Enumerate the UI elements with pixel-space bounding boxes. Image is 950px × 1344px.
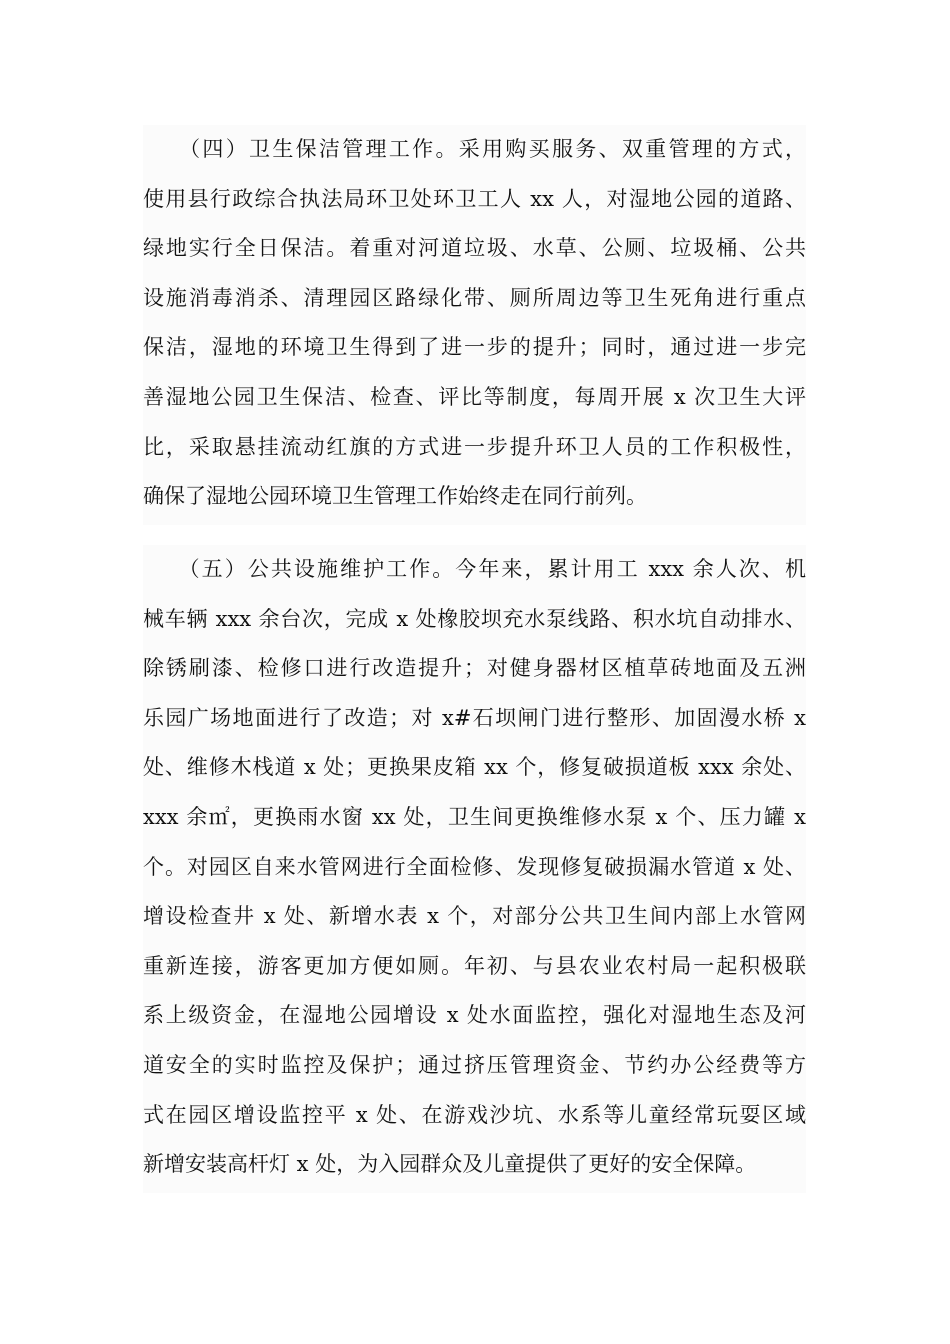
text-line: （四）卫生保洁管理工作。采用购买服务、双重管理的方式， xyxy=(143,137,806,161)
text-line: 使用县行政综合执法局环卫处环卫工人 xx 人，对湿地公园的道路、 xyxy=(143,186,806,211)
text-line: 增设检查井 x 处、新增水表 x 个，对部分公共卫生间内部上水管网 xyxy=(143,904,806,929)
text-line: 绿地实行全日保洁。着重对河道垃圾、水草、公厕、垃圾桶、公共 xyxy=(143,236,806,261)
text-line: 个。对园区自来水管网进行全面检修、发现修复破损漏水管道 x 处、 xyxy=(143,854,806,879)
text-line: 保洁，湿地的环境卫生得到了进一步的提升；同时，通过进一步完 xyxy=(143,335,806,360)
text-line: 除锈刷漆、检修口进行改造提升；对健身器材区植草砖地面及五洲 xyxy=(143,656,806,681)
text-line: 式在园区增设监控平 x 处、在游戏沙坑、水系等儿童经常玩耍区域 xyxy=(143,1102,806,1127)
text-line: 确保了湿地公园环境卫生管理工作始终走在同行前列。 xyxy=(143,484,647,509)
text-line: 重新连接，游客更加方便如厕。年初、与县农业农村局一起积极联 xyxy=(143,953,806,978)
text-line: 设施消毒消杀、清理园区路绿化带、厕所周边等卫生死角进行重点 xyxy=(143,285,806,310)
text-line: 乐园广场地面进行了改造；对 x#石坝闸门进行整形、加固漫水桥 x xyxy=(143,705,806,730)
text-line: 比，采取悬挂流动红旗的方式进一步提升环卫人员的工作积极性， xyxy=(143,434,806,459)
text-line: 系上级资金，在湿地公园增设 x 处水面监控，强化对湿地生态及河 xyxy=(143,1003,806,1028)
text-line: 械车辆 xxx 余台次，完成 x 处橡胶坝充水泵线路、积水坑自动排水、 xyxy=(143,606,806,631)
text-line: 善湿地公园卫生保洁、检查、评比等制度，每周开展 x 次卫生大评 xyxy=(143,384,806,409)
text-line: 处、维修木栈道 x 处；更换果皮箱 xx 个，修复破损道板 xxx 余处、 xyxy=(143,755,806,780)
text-line: 新增安装高杆灯 x 处，为入园群众及儿童提供了更好的安全保障。 xyxy=(143,1152,757,1177)
paragraph-facility-maintenance xyxy=(143,545,806,1193)
text-line: （五）公共设施维护工作。今年来，累计用工 xxx 余人次、机 xyxy=(143,557,806,581)
paragraph-sanitation xyxy=(143,125,806,525)
text-line: 道安全的实时监控及保护；通过挤压管理资金、节约办公经费等方 xyxy=(143,1052,806,1077)
text-line: xxx 余㎡，更换雨水窗 xx 处，卫生间更换维修水泵 x 个、压力罐 x xyxy=(143,804,806,829)
